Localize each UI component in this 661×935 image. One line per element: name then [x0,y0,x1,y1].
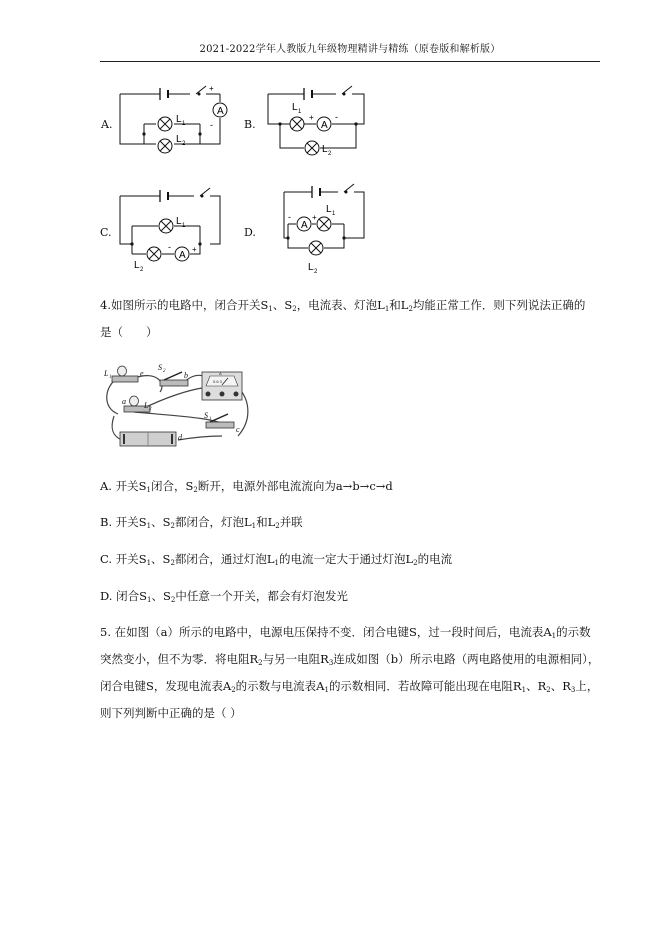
svg-text:a: a [122,397,126,406]
svg-text:1: 1 [109,375,112,380]
svg-text:A: A [179,250,186,261]
question-5-line1: 5. 在如图（a）所示的电路中，电源电压保持不变．闭合电键S，过一段时间后，电流表$A_1$的示数 [100,625,591,640]
svg-text:d: d [178,433,182,442]
svg-text:e: e [140,369,144,378]
svg-text:b: b [184,371,188,380]
option-c-label: C. [100,226,112,239]
svg-text:2: 2 [314,269,318,275]
svg-text:-: - [168,242,171,252]
svg-text:S: S [204,411,208,420]
circuit-diagram-c [116,186,236,276]
svg-text:2: 2 [328,151,332,157]
svg-text:L: L [176,216,182,227]
svg-text:L: L [176,114,182,125]
svg-text:L: L [308,262,314,273]
q4-choice-c[interactable]: C. 开关$S_1$、$S_2$都闭合，通过灯泡$L_1$的电流一定大于通过灯泡$L_2$的电流 [100,552,453,567]
svg-text:+: + [209,84,214,93]
svg-text:L: L [134,260,140,271]
svg-text:L: L [104,369,109,378]
svg-text:1: 1 [298,109,302,115]
svg-text:L: L [176,134,182,145]
circuit-photo-q4 [98,356,262,452]
page-header: 2021-2022学年人教版九年级物理精讲与精练（原卷版和解析版） [199,44,501,55]
svg-text:+: + [309,113,314,122]
svg-text:1: 1 [209,417,212,422]
svg-text:L: L [292,102,298,113]
svg-text:L: L [322,144,328,155]
svg-text:1: 1 [182,121,186,127]
svg-text:+: + [192,245,197,254]
option-b-label: B. [244,118,256,131]
circuit-diagram-b [260,80,380,160]
svg-text:2: 2 [163,369,166,374]
svg-text:+: + [312,213,317,222]
svg-text:2: 2 [149,407,152,412]
svg-text:A: A [219,371,222,376]
question-5-line4: 则下列判断中正确的是（ ） [100,706,242,720]
circuit-diagram-a [116,80,236,160]
question-4-stem-line2: 是（ ） [100,325,158,339]
svg-text:L: L [326,204,332,215]
option-d-label: D. [244,226,256,239]
svg-text:-: - [210,120,213,130]
question-5-stem [100,619,605,727]
svg-text:A: A [321,120,328,131]
q4-choice-b[interactable]: B. 开关$S_1$、$S_2$都闭合，灯泡$L_1$和$L_2$并联 [100,515,303,530]
svg-text:2: 2 [140,267,144,273]
svg-text:-: - [335,112,338,122]
question-4-stem [100,292,605,346]
svg-text:L: L [144,401,149,410]
svg-text:1: 1 [182,223,186,229]
svg-text:A: A [301,220,308,231]
question-5-line2: 突然变小，但不为零．将电阻$R_2$与另一电阻$R_3$连成如图（b）所示电路（两电路使用的电源相同）， [100,652,600,667]
svg-text:1: 1 [332,211,336,217]
ammeter-a-symbol: A [217,106,224,117]
svg-text:S: S [158,363,162,372]
question-4-stem-line1: 4.如图所示的电路中，闭合开关$S_1$、$S_2$，电流表、灯泡$L_1$和$L_2$均能正常工作．则下列说法正确的 [100,298,586,313]
svg-text:0.6 3: 0.6 3 [213,379,222,384]
q4-choice-d[interactable]: D. 闭合$S_1$、$S_2$中任意一个开关，都会有灯泡发光 [100,589,348,604]
q4-choice-a[interactable]: A. 开关$S_1$闭合，$S_2$断开，电源外部电流流向为a→b→c→d [100,479,393,494]
svg-text:-: - [288,212,291,222]
circuit-diagram-d [260,180,380,276]
svg-text:2: 2 [182,141,186,147]
svg-text:c: c [236,425,240,434]
question-5-line3: 闭合电键S，发现电流表$A_2$的示数与电流表$A_1$的示数相同．若故障可能出现在电阻$R_1$、$R_2$、$R_3$上， [100,679,599,694]
header-divider [100,61,600,62]
option-a-label: A. [101,118,113,131]
